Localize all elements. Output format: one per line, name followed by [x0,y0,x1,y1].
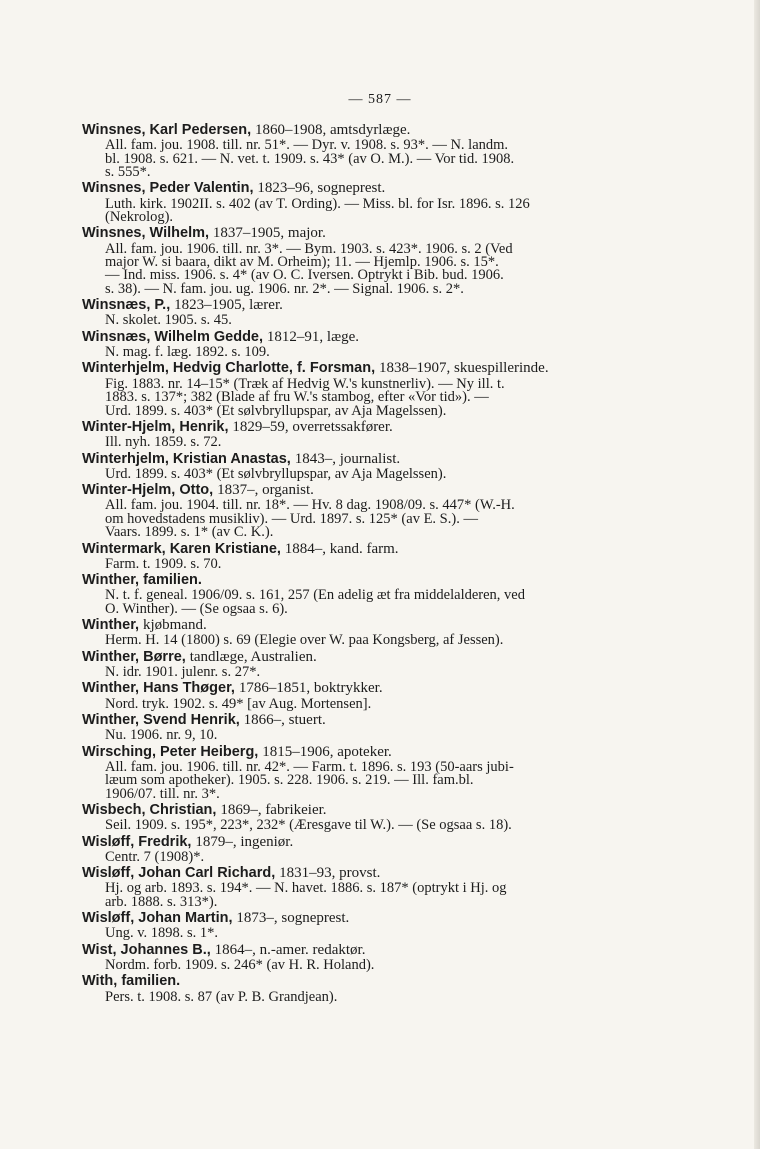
entry-description: 1884–, kand. farm. [284,540,399,557]
entry-person-name: Winter-Hjelm, Otto, [82,482,214,499]
entry-person-name: Winther, Børre, [82,648,186,665]
entry-person-name: Winterhjelm, Hedvig Charlotte, f. Forsman, [82,360,376,377]
bibliography-entry [82,179,652,224]
entry-description: 1879–, ingeniør. [195,833,294,850]
entry-description: 1831–93, provst. [279,865,381,882]
entry-description: 1869–, fabrikeier. [220,802,327,819]
bibliography-entry [82,941,652,973]
entry-description: 1838–1907, skuespillerinde. [379,360,549,377]
entry-references [82,634,652,647]
entry-description: 1829–59, overretssakfører. [232,418,393,435]
page-number: — 587 — [348,92,412,107]
entry-heading [82,179,652,197]
entry-references [82,465,652,482]
reference-line: Herm. H. 14 (1800) s. 69 (Elegie over W. paa Kongsberg, af Jessen). [105,632,504,649]
entry-description: 1786–1851, boktrykker. [238,680,383,697]
entry-description: 1873–, sogneprest. [236,910,350,927]
entry-person-name: Winsnes, Peder Valentin, [82,180,254,197]
reference-line: Fig. 1883. nr. 14–15* (Træk af Hedvig W.'s kunstnerliv). — Ny ill. t. [105,375,505,392]
entry-person-name: Winsnes, Wilhelm, [82,225,210,242]
bibliography-entry [82,909,652,941]
reference-line: All. fam. jou. 1908. till. nr. 51*. — Dyr. v. 1908. s. 93*. — N. landm. [105,137,509,154]
bibliography-entry [82,972,652,1004]
entry-person-name: Wisløff, Johan Carl Richard, [82,865,276,882]
entry-references [82,695,652,712]
entry-description: 1864–, n.-amer. redaktør. [214,941,366,958]
bibliography-entry [82,833,652,865]
reference-line: Urd. 1899. s. 403* (Et sølvbryllupspar, av Aja Magelssen). [105,402,447,419]
bibliography-entry [82,801,652,833]
entry-references [82,139,652,179]
entry-references [82,314,652,327]
entry-references [82,555,652,572]
entry-description: kjøbmand. [142,617,207,634]
reference-line: Ill. nyh. 1859. s. 72. [105,434,222,451]
entry-person-name: Wirsching, Peter Heiberg, [82,743,259,760]
entry-references [82,375,652,419]
reference-line: All. fam. jou. 1906. till. nr. 3*. — Bym. 1903. s. 423*. 1906. s. 2 (Ved [105,240,513,257]
entry-heading [82,450,652,468]
reference-line: Nordm. forb. 1909. s. 246* (av H. R. Holand). [105,957,375,974]
entry-references [82,988,652,1005]
entry-heading [82,972,652,990]
bibliography-entry [82,743,652,801]
bibliography-entry [82,481,652,539]
entry-references [82,729,652,742]
entry-heading [82,679,652,697]
reference-line: om hovedstadens musikliv). — Urd. 1897. s. 125* (av E. S.). — [105,510,478,527]
bibliography-entry [82,296,652,328]
entry-description: 1837–1905, major. [212,225,326,242]
bibliography-entry [82,328,652,360]
entry-references [82,663,652,680]
bibliography-entry [82,616,652,648]
entry-person-name: Wist, Johannes B., [82,941,211,958]
reference-line: arb. 1888. s. 313*). [105,893,218,910]
entry-person-name: Winsnæs, Wilhelm Gedde, [82,328,264,345]
reference-line: N. t. f. geneal. 1906/09. s. 161, 257 (En adelig æt fra middelalderen, ved [105,587,525,604]
reference-line: Pers. t. 1908. s. 87 (av P. B. Grandjean). [105,988,338,1005]
bibliography-entry [82,450,652,482]
entry-references [82,758,652,802]
bibliography-entry [82,571,652,616]
entry-person-name: Wisbech, Christian, [82,802,217,819]
reference-line: O. Winther). — (Se ogsaa s. 6). [105,600,288,617]
bibliography-entry [82,864,652,909]
entry-references [82,882,652,909]
reference-line: bl. 1908. s. 621. — N. vet. t. 1909. s. 43* (av O. M.). — Vor tid. 1908. [105,150,515,167]
entry-description: 1837–, organist. [217,482,314,499]
reference-line: Vaars. 1899. s. 1* (av C. K.). [105,524,274,541]
entry-person-name: With, familien. [82,973,181,990]
reference-line: — Ind. miss. 1906. s. 4* (av O. C. Iversen. Optrykt i Bib. bud. 1906. [105,267,504,284]
bibliography-entry [82,121,652,179]
entry-person-name: Winter-Hjelm, Henrik, [82,418,229,435]
entry-person-name: Wintermark, Karen Kristiane, [82,540,281,557]
entry-references [82,589,652,616]
entry-list [82,121,652,1004]
reference-line: 1906/07. till. nr. 3*. [105,785,220,802]
entry-description: 1866–, stuert. [243,712,326,728]
reference-line: (Nekrolog). [105,209,174,226]
bibliography-entry [82,540,652,572]
entry-references [82,346,652,359]
reference-line: s. 555*. [105,164,151,181]
entry-description: 1812–91, læge. [266,328,359,345]
bibliography-entry [82,679,652,711]
reference-line: Luth. kirk. 1902II. s. 402 (av T. Ording). — Miss. bl. for Isr. 1896. s. 126 [105,195,530,212]
reference-line: s. 38). — N. fam. jou. ug. 1906. nr. 2*. — Signal. 1906. s. 2*. [105,280,464,297]
reference-line: major W. si baara, dikt av M. Orheim); 11. — Hjemlp. 1906. s. 15*. [105,254,499,271]
entry-references [82,499,652,539]
entry-description: 1815–1906, apoteker. [262,743,392,760]
entry-references [82,436,652,449]
reference-line: N. idr. 1901. julenr. s. 27*. [105,663,261,680]
entry-person-name: Winterhjelm, Kristian Anastas, [82,450,291,467]
entry-description: 1843–, journalist. [294,450,401,467]
entry-references [82,848,652,865]
reference-line: Centr. 7 (1908)*. [105,848,205,865]
reference-line: Nu. 1906. nr. 9, 10. [105,727,218,744]
entry-heading [82,224,652,242]
reference-line: Nord. tryk. 1902. s. 49* [av Aug. Mortensen]. [105,695,372,712]
reference-line: læum som apotheker). 1905. s. 228. 1906. s. 219. — Ill. fam.bl. [105,772,474,789]
bibliography-entry [82,648,652,680]
entry-description: tandlæge, Australien. [189,648,317,665]
entry-person-name: Winther, Svend Henrik, [82,712,240,728]
bibliography-entry [82,224,652,296]
entry-description: 1823–1905, lærer. [174,297,283,314]
reference-line: Ung. v. 1898. s. 1*. [105,925,219,942]
entry-references [82,927,652,940]
reference-line: 1883. s. 137*; 382 (Blade af fru W.'s stambog, efter «Vor tid»). — [105,389,489,406]
entry-heading [82,359,652,377]
entry-person-name: Wisløff, Fredrik, [82,833,192,850]
reference-line: Farm. t. 1909. s. 70. [105,555,222,572]
reference-line: All. fam. jou. 1906. till. nr. 42*. — Farm. t. 1896. s. 193 (50-aars jubi- [105,758,514,775]
entry-person-name: Winther, Hans Thøger, [82,680,235,697]
entry-person-name: Winsnes, Karl Pedersen, [82,122,252,138]
reference-line: All. fam. jou. 1904. till. nr. 18*. — Hv. 8 dag. 1908/09. s. 447* (W.-H. [105,497,515,514]
bibliography-entry [82,418,652,450]
reference-line: Hj. og arb. 1893. s. 194*. — N. havet. 1886. s. 187* (optrykt i Hj. og [105,880,507,897]
entry-description: 1860–1908, amtsdyrlæge. [254,122,411,138]
reference-line: Urd. 1899. s. 403* (Et sølvbryllupspar, av Aja Magelssen). [105,465,447,482]
reference-line: N. skolet. 1905. s. 45. [105,312,232,329]
entry-references [82,819,652,832]
entry-person-name: Winther, [82,617,140,634]
entry-references [82,240,652,297]
entry-references [82,959,652,972]
entry-person-name: Winsnæs, P., [82,297,171,314]
page-edge-shadow [754,0,760,1149]
bibliography-entry [82,359,652,417]
entry-description: 1823–96, sogneprest. [257,180,386,197]
entry-person-name: Winther, familien. [82,572,202,589]
entry-references [82,195,652,226]
reference-line: N. mag. f. læg. 1892. s. 109. [105,344,270,361]
bibliography-entry [82,711,652,743]
entry-person-name: Wisløff, Johan Martin, [82,910,233,927]
reference-line: Seil. 1909. s. 195*, 223*, 232* (Æresgave til W.). — (Se ogsaa s. 18). [105,817,512,834]
